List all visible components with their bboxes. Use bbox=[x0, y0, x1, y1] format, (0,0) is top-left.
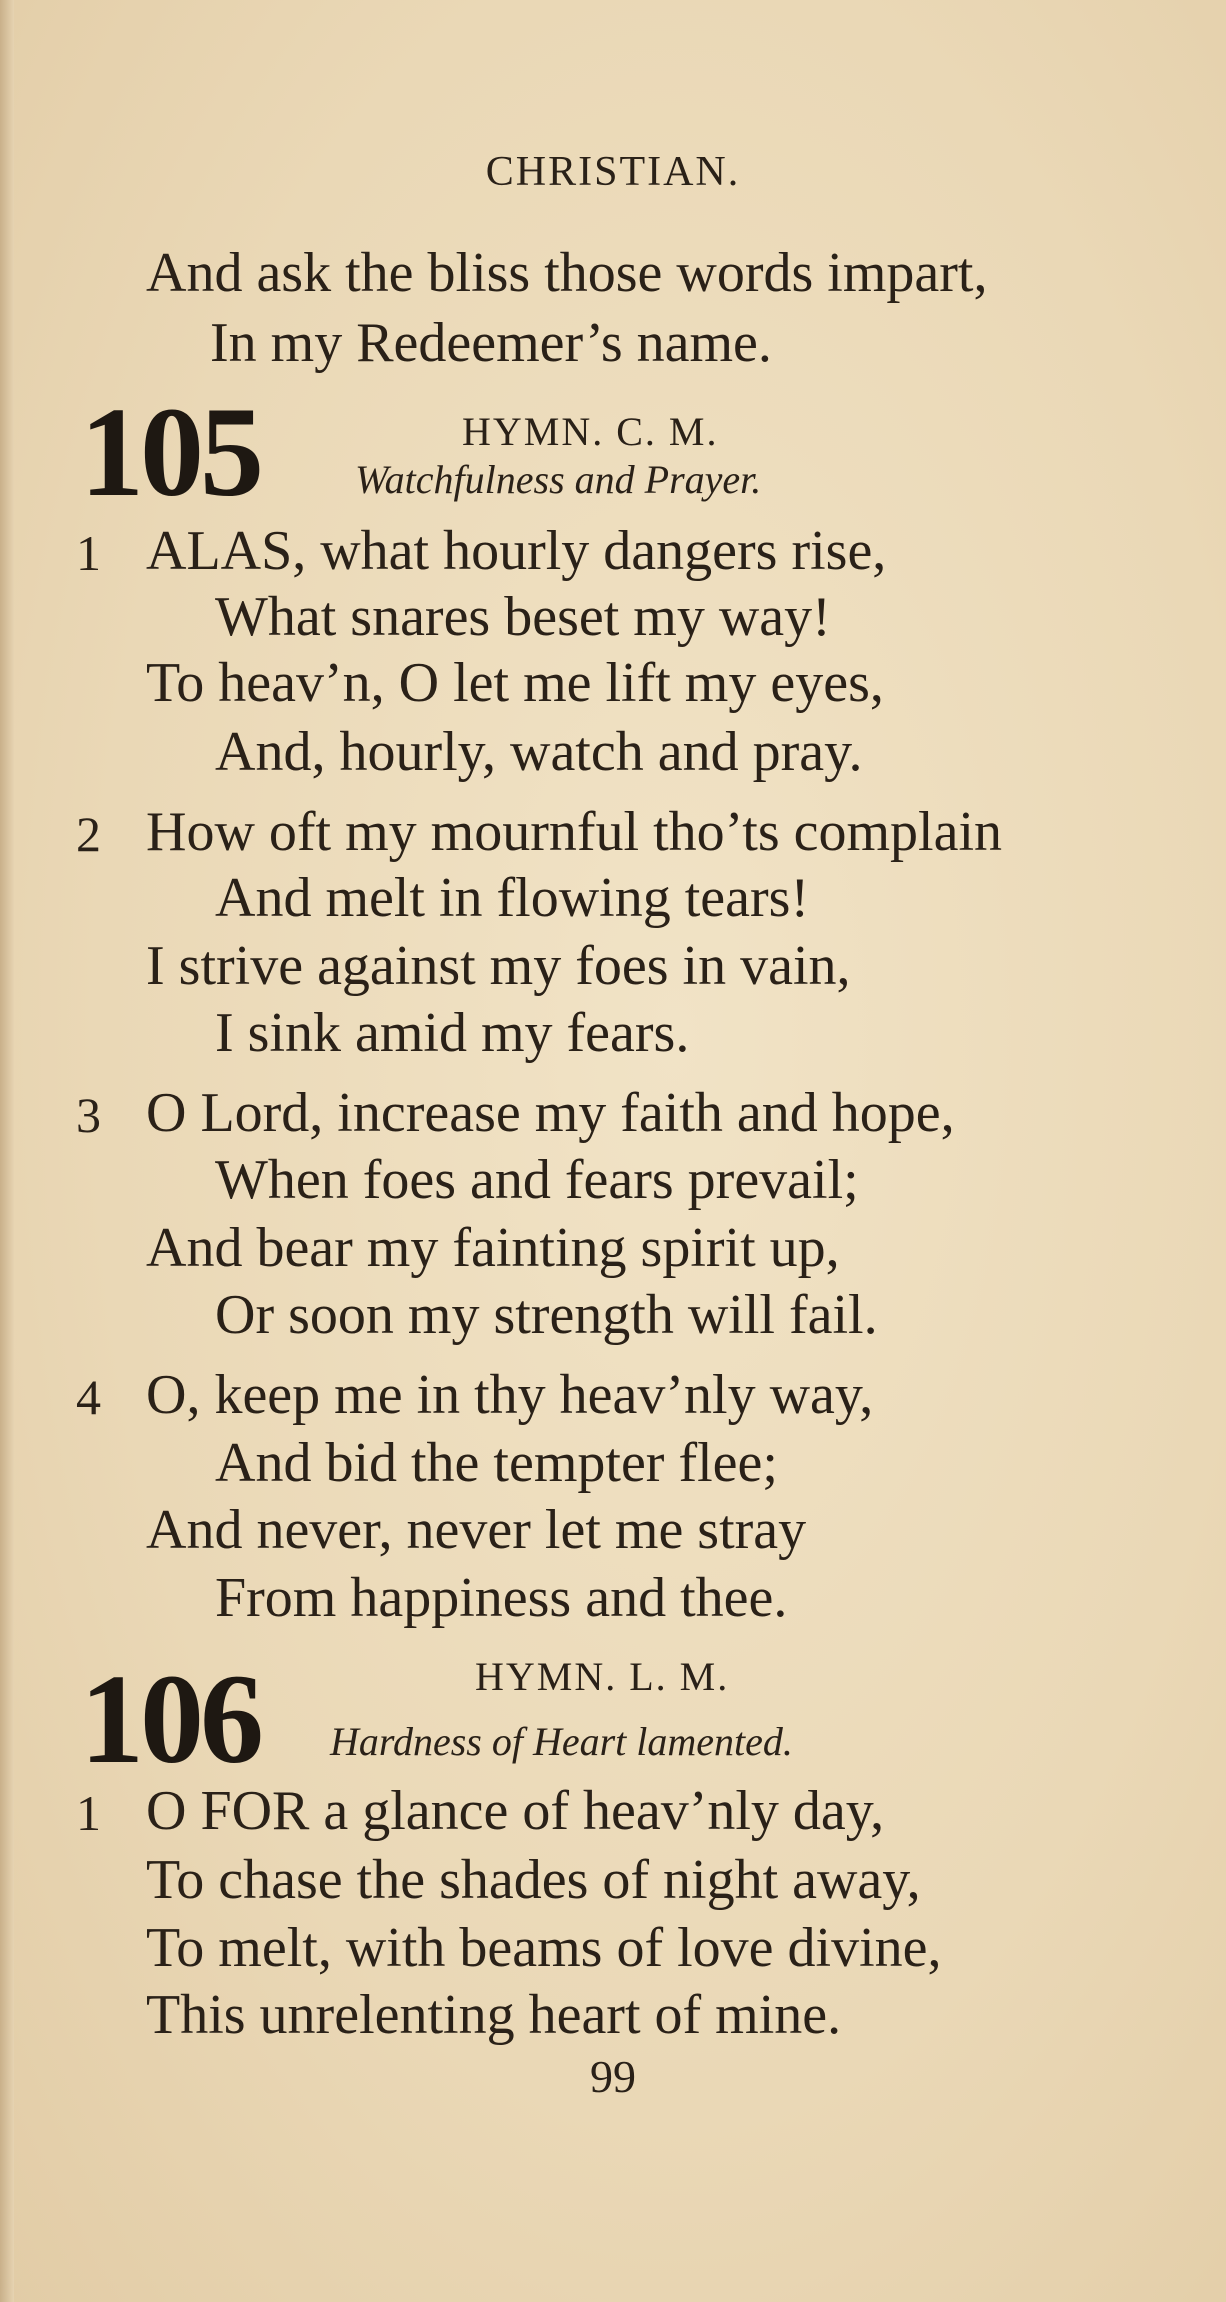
hymn-subtitle: Watchfulness and Prayer. bbox=[355, 457, 762, 502]
page-gutter bbox=[0, 0, 14, 2302]
hymn-number: 105 bbox=[80, 381, 260, 523]
page-number: 99 bbox=[590, 2051, 636, 2102]
verse-number: 1 bbox=[76, 525, 101, 581]
verse-number: 2 bbox=[76, 806, 101, 862]
verse-line: I sink amid my fears. bbox=[215, 1002, 690, 1064]
carryover-line: And ask the bliss those words impart, bbox=[146, 242, 988, 304]
verse-line: O Lord, increase my faith and hope, bbox=[146, 1082, 955, 1144]
verse-line: And, hourly, watch and pray. bbox=[215, 721, 863, 783]
hymn-meter: HYMN. C. M. bbox=[462, 409, 719, 454]
verse-number: 1 bbox=[76, 1785, 101, 1841]
verse-number: 4 bbox=[76, 1369, 101, 1425]
verse-line: And bid the tempter flee; bbox=[215, 1432, 778, 1494]
carryover-line: In my Redeemer’s name. bbox=[210, 312, 772, 374]
verse-line: O FOR a glance of heav’nly day, bbox=[146, 1780, 885, 1842]
verse-line: From happiness and thee. bbox=[215, 1567, 788, 1629]
verse-line: What snares beset my way! bbox=[215, 586, 831, 648]
verse-line: How oft my mournful tho’ts complain bbox=[146, 801, 1002, 863]
hymn-number: 106 bbox=[80, 1648, 260, 1790]
verse-line: And bear my fainting spirit up, bbox=[146, 1217, 840, 1279]
verse-line: To heav’n, O let me lift my eyes, bbox=[146, 652, 884, 714]
verse-line: And never, never let me stray bbox=[146, 1499, 807, 1561]
verse-line: Or soon my strength will fail. bbox=[215, 1284, 878, 1346]
verse-line: To chase the shades of night away, bbox=[146, 1849, 921, 1911]
verse-line: ALAS, what hourly dangers rise, bbox=[146, 520, 887, 582]
running-header: CHRISTIAN. bbox=[485, 149, 741, 195]
verse-line: O, keep me in thy heav’nly way, bbox=[146, 1364, 874, 1426]
verse-line: To melt, with beams of love divine, bbox=[146, 1917, 942, 1979]
hymn-subtitle: Hardness of Heart lamented. bbox=[330, 1719, 793, 1764]
hymn-meter: HYMN. L. M. bbox=[475, 1654, 730, 1699]
verse-number: 3 bbox=[76, 1087, 101, 1143]
verse-line: This unrelenting heart of mine. bbox=[146, 1984, 842, 2046]
verse-line: I strive against my foes in vain, bbox=[146, 935, 851, 997]
verse-line: When foes and fears prevail; bbox=[215, 1149, 859, 1211]
verse-line: And melt in flowing tears! bbox=[215, 867, 810, 929]
